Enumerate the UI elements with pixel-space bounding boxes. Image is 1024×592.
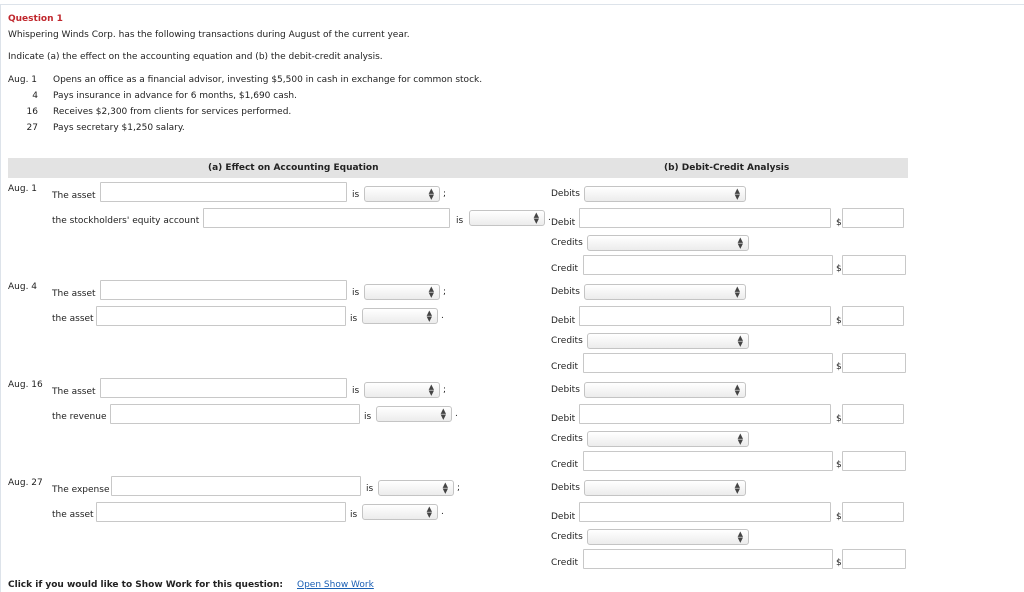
row-2-punct-1: ; [443,287,447,297]
frame-top-border [0,4,1024,5]
row-4-credits-label: Credits [551,532,583,542]
row-3-punct-1: ; [443,385,447,395]
row-1-change-select-1[interactable] [364,186,440,202]
row-1-credit-account-input[interactable] [583,255,833,275]
row-3-debit-account-input[interactable] [579,404,831,424]
row-4-debit-amount-input[interactable] [842,502,904,522]
row-1-second-label: the stockholders' equity account [52,216,200,226]
row-4-is-label-2: is [350,510,358,520]
row-3-debit-amount-input[interactable] [842,404,904,424]
select-arrows-icon: ▲ ▼ [737,236,743,250]
row-1-debit-dollar: $ [836,218,842,228]
row-2-debit-dollar: $ [836,316,842,326]
row-2-debit-account-input[interactable] [579,306,831,326]
row-2-is-label-2: is [350,314,358,324]
select-arrows-icon: ▲ ▼ [442,481,448,495]
select-arrows-icon: ▲ ▼ [734,187,740,201]
row-4-second-label: the asset [52,510,94,520]
row-4-credit-account-input[interactable] [583,549,833,569]
select-arrows-icon: ▲ ▼ [426,505,432,519]
frame-left-border [0,4,1,592]
row-4-change-select-1[interactable] [378,480,454,496]
row-2-debits-label: Debits [551,287,580,297]
effect-header: (a) Effect on Accounting Equation [208,163,379,173]
row-1-account-input-2[interactable] [203,208,450,228]
select-arrows-icon: ▲ ▼ [533,211,539,225]
row-2-second-label: the asset [52,314,94,324]
row-4-punct-2: . [441,507,444,517]
row-2-credit-dollar: $ [836,362,842,372]
row-3-account-input-2[interactable] [110,404,360,424]
select-arrows-icon: ▲ ▼ [734,285,740,299]
question-instructions: Indicate (a) the effect on the accounting equation and (b) the debit-credit analysis. [8,52,383,62]
row-4-account-input-2[interactable] [96,502,346,522]
row-1-account-input-1[interactable] [100,182,347,202]
select-arrows-icon: ▲ ▼ [734,481,740,495]
row-3-debits-select[interactable] [584,382,746,398]
row-1-debit-account-input[interactable] [579,208,831,228]
row-4-punct-1: ; [457,483,461,493]
select-arrows-icon: ▲ ▼ [440,407,446,421]
row-1-change-select-2[interactable] [469,210,545,226]
row-2-change-select-1[interactable] [364,284,440,300]
row-3-credit-label: Credit [551,460,579,470]
row-1-debit-amount-input[interactable] [842,208,904,228]
row-2-change-select-2[interactable] [362,308,438,324]
row-4-date: Aug. 27 [8,478,43,488]
row-1-is-label-1: is [352,190,360,200]
row-1-credit-amount-input[interactable] [842,255,906,275]
row-2-is-label-1: is [352,288,360,298]
row-4-debit-label: Debit [551,512,576,522]
row-4-credit-dollar: $ [836,558,842,568]
row-2-first-label: The asset [52,289,96,299]
row-2-account-input-1[interactable] [100,280,347,300]
row-4-debits-select[interactable] [584,480,746,496]
row-4-debit-dollar: $ [836,512,842,522]
row-1-credits-label: Credits [551,238,583,248]
row-1-is-label-2: is [456,216,464,226]
row-4-change-select-2[interactable] [362,504,438,520]
row-3-debit-label: Debit [551,414,576,424]
row-2-debit-label: Debit [551,316,576,326]
row-3-account-input-1[interactable] [100,378,347,398]
transaction-text-1: Opens an office as a financial advisor, investing $5,500 in cash in exchange for common stock. [53,75,483,85]
row-4-is-label-1: is [366,484,374,494]
row-4-credit-amount-input[interactable] [842,549,906,569]
row-3-second-label: the revenue [52,412,107,422]
row-1-credit-label: Credit [551,264,579,274]
row-3-is-label-1: is [352,386,360,396]
row-3-is-label-2: is [364,412,372,422]
select-arrows-icon: ▲ ▼ [737,530,743,544]
row-1-date: Aug. 1 [8,184,38,194]
row-3-first-label: The asset [52,387,96,397]
select-arrows-icon: ▲ ▼ [428,285,434,299]
select-arrows-icon: ▲ ▼ [426,309,432,323]
row-2-credit-label: Credit [551,362,579,372]
row-4-debits-label: Debits [551,483,580,493]
row-1-credit-dollar: $ [836,264,842,274]
row-2-credits-select[interactable] [587,333,749,349]
row-2-debits-select[interactable] [584,284,746,300]
row-2-credit-account-input[interactable] [583,353,833,373]
row-2-date: Aug. 4 [8,282,38,292]
row-3-credit-account-input[interactable] [583,451,833,471]
row-3-credits-select[interactable] [587,431,749,447]
transaction-text-2: Pays insurance in advance for 6 months, $1,690 cash. [53,91,297,101]
row-1-credits-select[interactable] [587,235,749,251]
row-1-debit-label: Debit [551,218,576,228]
row-3-credit-amount-input[interactable] [842,451,906,471]
transaction-text-4: Pays secretary $1,250 salary. [53,123,185,133]
open-show-work-link[interactable]: Open Show Work [297,580,374,590]
row-3-change-select-2[interactable] [376,406,452,422]
transaction-date-4: 27 [26,123,38,133]
transaction-text-3: Receives $2,300 from clients for services performed. [53,107,292,117]
transaction-date-2: 4 [32,91,38,101]
select-arrows-icon: ▲ ▼ [737,432,743,446]
show-work-prompt: Click if you would like to Show Work for this question: [8,580,283,590]
transaction-date-3: 16 [26,107,38,117]
row-4-credits-select[interactable] [587,529,749,545]
row-4-credit-label: Credit [551,558,579,568]
row-2-credits-label: Credits [551,336,583,346]
row-3-change-select-1[interactable] [364,382,440,398]
row-4-first-label: The expense [52,485,110,495]
row-3-punct-2: . [455,409,458,419]
select-arrows-icon: ▲ ▼ [737,334,743,348]
row-1-debits-select[interactable] [584,186,746,202]
transaction-date-1: Aug. 1 [8,75,38,85]
select-arrows-icon: ▲ ▼ [428,383,434,397]
row-3-credit-dollar: $ [836,460,842,470]
row-3-debits-label: Debits [551,385,580,395]
row-1-punct-2: . [548,213,551,223]
row-1-punct-1: ; [443,189,447,199]
row-3-date: Aug. 16 [8,380,43,390]
debit-credit-header: (b) Debit-Credit Analysis [664,163,790,173]
question-intro: Whispering Winds Corp. has the following transactions during August of the current year. [8,30,410,40]
row-4-debit-account-input[interactable] [579,502,831,522]
question-title: Question 1 [8,14,63,24]
row-2-account-input-2[interactable] [96,306,346,326]
row-1-debits-label: Debits [551,189,580,199]
row-3-debit-dollar: $ [836,414,842,424]
select-arrows-icon: ▲ ▼ [428,187,434,201]
select-arrows-icon: ▲ ▼ [734,383,740,397]
row-2-punct-2: . [441,311,444,321]
row-1-first-label: The asset [52,191,96,201]
row-2-credit-amount-input[interactable] [842,353,906,373]
row-4-account-input-1[interactable] [111,476,361,496]
row-2-debit-amount-input[interactable] [842,306,904,326]
row-3-credits-label: Credits [551,434,583,444]
